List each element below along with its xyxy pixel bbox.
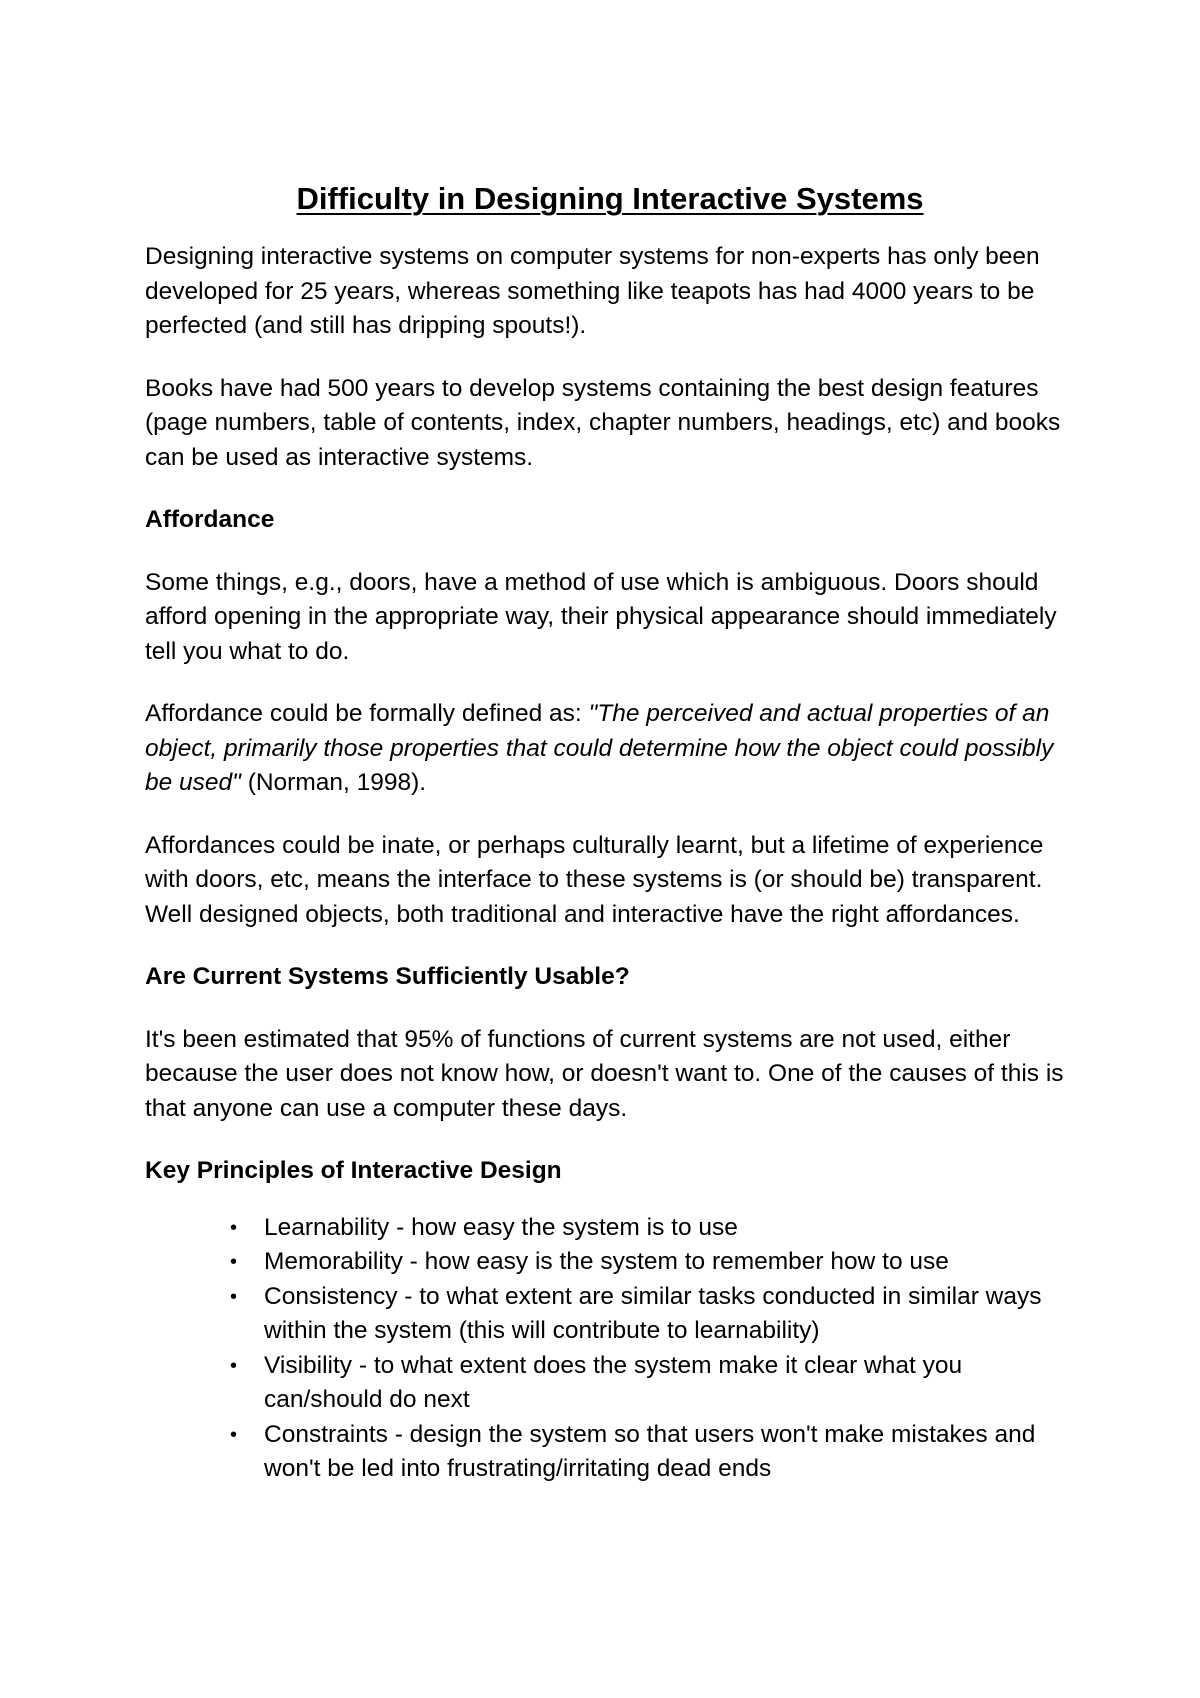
usability-heading: Are Current Systems Sufficiently Usable? [145,963,630,990]
definition-quote: "The perceived and actual properties of an object, primarily those properties that could determine how the object could possibly be used" [145,700,1054,796]
list-item-text: Constraints - design the system so that users won't make mistakes and won't be led into frustrating/irritating dead ends [264,1420,1036,1482]
intro-paragraph-1: Designing interactive systems on computer systems for non-experts has only been developed for 25 years, whereas something like teapots has had 4000 years to be perfected (and still has dripping spouts!). [145,243,1040,339]
list-item [230,1211,1075,1246]
bullet-icon: • [230,1354,238,1377]
bullet-icon: • [230,1423,238,1446]
principles-heading: Key Principles of Interactive Design [145,1157,562,1184]
list-item [230,1280,1075,1349]
bullet-icon: • [230,1285,238,1308]
principles-list [145,1211,1075,1487]
bullet-icon: • [230,1216,238,1239]
list-item-text: Learnability - how easy the system is to use [264,1213,738,1241]
usability-paragraph: It's been estimated that 95% of functions of current systems are not used, either because the user does not know how, or doesn't want to. One of the causes of this is that anyone can use a computer these days. [145,1025,1064,1122]
list-item-text: Memorability - how easy is the system to remember how to use [264,1248,949,1275]
definition-citation: (Norman, 1998). [240,769,427,796]
list-item [230,1418,1075,1487]
affordance-paragraph-3: Affordances could be inate, or perhaps culturally learnt, but a lifetime of experience with doors, etc, means the interface to these systems is (or should be) transparent. Well designed objects, both traditional and interactive have the right affordances. [145,831,1044,928]
bullet-icon: • [230,1251,238,1273]
list-item [230,1349,1075,1418]
document-body [145,178,1075,1487]
affordance-definition-paragraph [145,697,1075,801]
list-item-text: Consistency - to what extent are similar tasks conducted in similar ways within the system (this will contribute to learnability) [264,1282,1042,1344]
affordance-heading: Affordance [145,506,275,533]
list-item-text: Visibility - to what extent does the system make it clear what you can/should do next [264,1351,963,1413]
definition-lead: Affordance could be formally defined as: [145,700,589,727]
document-title: Difficulty in Designing Interactive Systems [296,181,924,216]
intro-paragraph-2: Books have had 500 years to develop systems containing the best design features (page numbers, table of contents, index, chapter numbers, headings, etc) and books can be used as interactive systems. [145,374,1061,471]
affordance-paragraph-1: Some things, e.g., doors, have a method of use which is ambiguous. Doors should afford opening in the appropriate way, their physical appearance should immediately tell you what to do. [145,568,1057,665]
list-item [230,1245,1075,1280]
